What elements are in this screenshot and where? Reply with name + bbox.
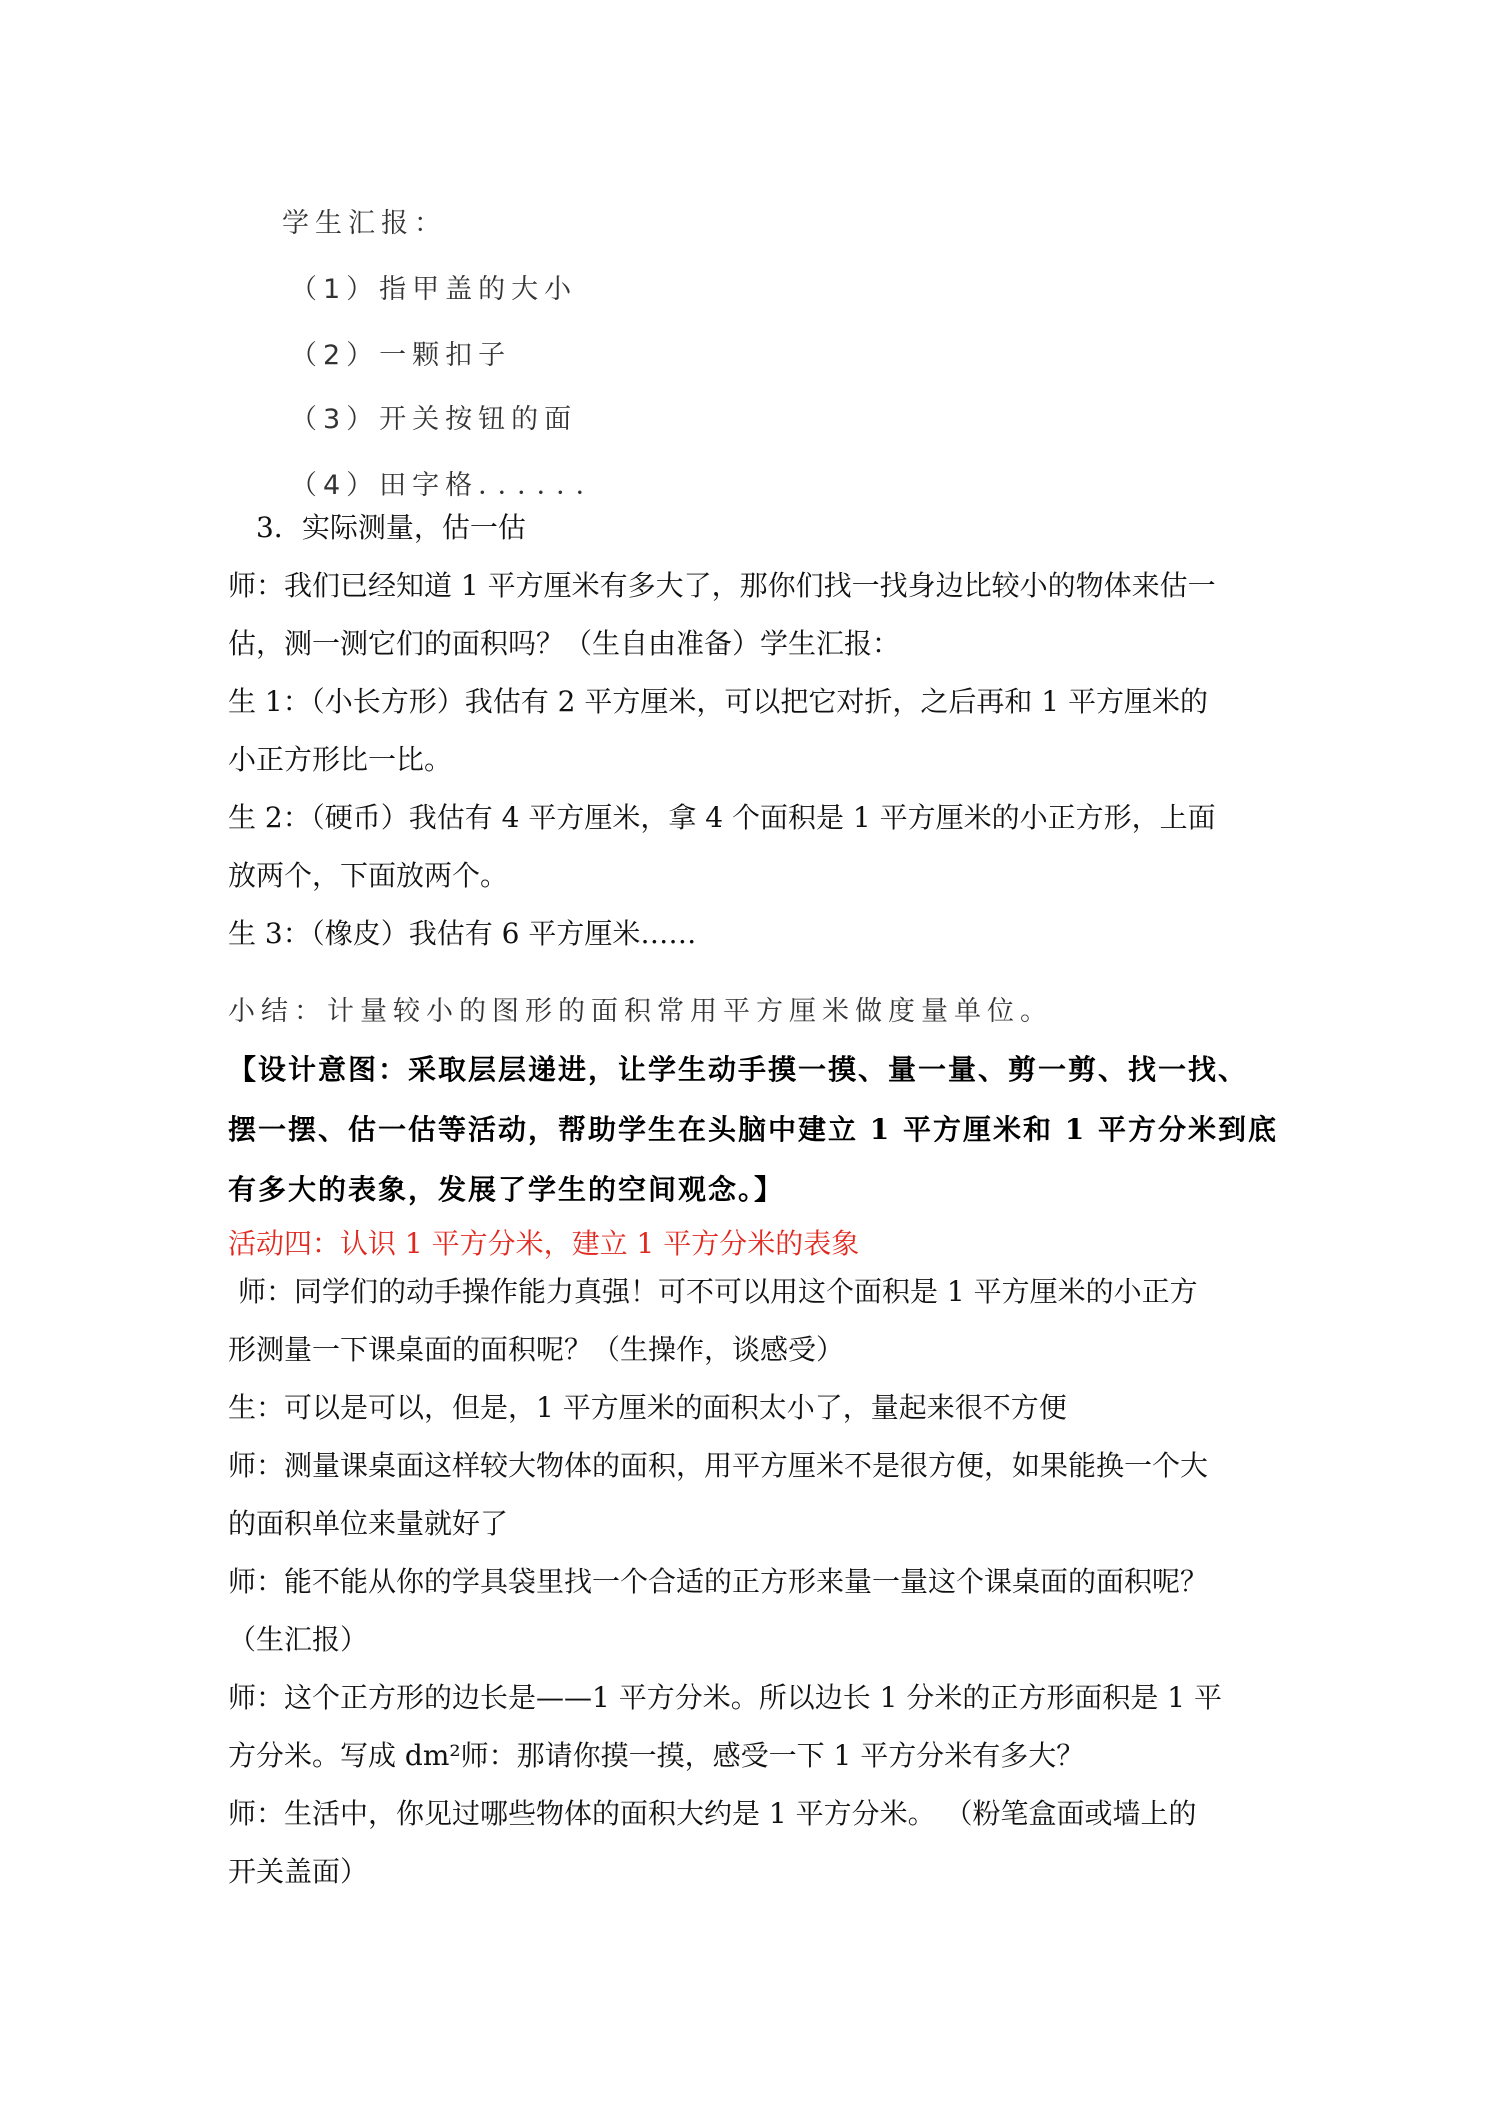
paragraph-line: （生汇报） <box>228 1623 369 1656</box>
paragraph-line: 生：可以是可以，但是，1 平方厘米的面积太小了，量起来很不方便 <box>228 1391 1067 1424</box>
report-intro: 学生汇报： <box>282 208 447 239</box>
paragraph-line: 方分米。写成 dm²师：那请你摸一摸，感受一下 1 平方分米有多大？ <box>228 1739 1085 1772</box>
design-intent-line: 摆一摆、估一估等活动，帮助学生在头脑中建立 1 平方厘米和 1 平方分米到底 <box>228 1113 1278 1146</box>
paragraph-line: 估，测一测它们的面积吗？（生自由准备）学生汇报： <box>228 627 901 660</box>
design-intent-line: 【设计意图：采取层层递进，让学生动手摸一摸、量一量、剪一剪、找一找、 <box>228 1053 1249 1086</box>
list-item: （2）一颗扣子 <box>290 340 512 371</box>
paragraph-line: 生 2：（硬币）我估有 4 平方厘米，拿 4 个面积是 1 平方厘米的小正方形，上面 <box>228 801 1216 834</box>
paragraph-line: 师：我们已经知道 1 平方厘米有多大了，那你们找一找身边比较小的物体来估一 <box>228 569 1216 602</box>
paragraph-line: 师：这个正方形的边长是——1 平方分米。所以边长 1 分米的正方形面积是 1 平 <box>228 1681 1222 1714</box>
paragraph-line: 生 1：（小长方形）我估有 2 平方厘米，可以把它对折，之后再和 1 平方厘米的 <box>228 685 1208 718</box>
design-intent-line: 有多大的表象，发展了学生的空间观念。】 <box>228 1173 785 1206</box>
list-item: （4）田字格．．．．．． <box>290 470 609 501</box>
summary-line: 小结：计量较小的图形的面积常用平方厘米做度量单位。 <box>228 996 1053 1027</box>
paragraph-line: 放两个，下面放两个。 <box>228 859 509 892</box>
paragraph-line: 师：同学们的动手操作能力真强！可不可以用这个面积是 1 平方厘米的小正方 <box>238 1275 1198 1308</box>
activity-heading: 活动四：认识 1 平方分米，建立 1 平方分米的表象 <box>228 1227 860 1260</box>
list-item: （3）开关按钮的面 <box>290 404 578 435</box>
paragraph-line: 形测量一下课桌面的面积呢？（生操作，谈感受） <box>228 1333 845 1366</box>
paragraph-line: 的面积单位来量就好了 <box>228 1507 509 1540</box>
paragraph-line: 师：测量课桌面这样较大物体的面积，用平方厘米不是很方便，如果能换一个大 <box>228 1449 1209 1482</box>
paragraph-line: 生 3：（橡皮）我估有 6 平方厘米…… <box>228 917 697 950</box>
paragraph-line: 师：生活中，你见过哪些物体的面积大约是 1 平方分米。 （粉笔盒面或墙上的 <box>228 1797 1197 1830</box>
paragraph-line: 师：能不能从你的学具袋里找一个合适的正方形来量一量这个课桌面的面积呢？ <box>228 1565 1209 1598</box>
list-item: （1）指甲盖的大小 <box>290 274 578 305</box>
section-heading: 3．实际测量，估一估 <box>256 511 526 544</box>
paragraph-line: 开关盖面） <box>228 1855 369 1888</box>
paragraph-line: 小正方形比一比。 <box>228 743 453 776</box>
